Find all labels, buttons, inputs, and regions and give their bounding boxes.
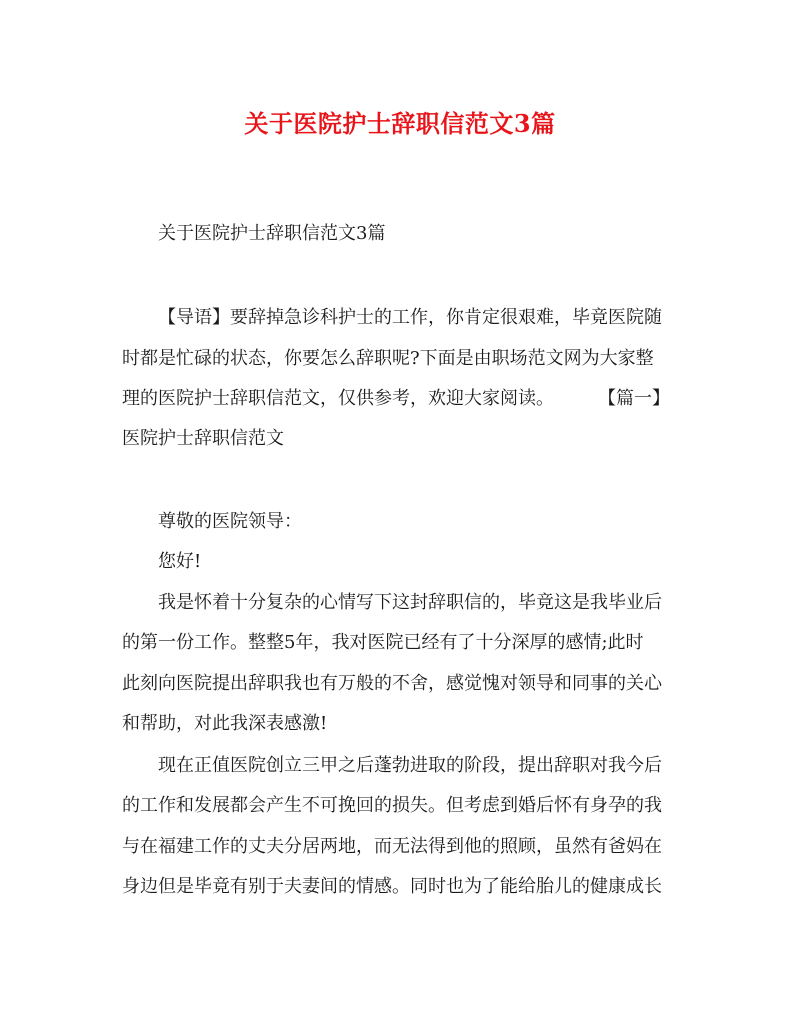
document-title: 关于医院护士辞职信范文3篇 (244, 109, 556, 138)
document-subtitle: 关于医院护士辞职信范文3篇 (158, 223, 386, 244)
intro-line-3 (122, 387, 670, 411)
paragraph-2-line-2: 的工作和发展都会产生不可挽回的损失。但考虑到婚后怀有身孕的我 (122, 795, 662, 816)
letter-salutation: 尊敬的医院领导： (158, 511, 302, 532)
paragraph-2-line-3: 与在福建工作的丈夫分居两地，而无法得到他的照顾，虽然有爸妈在 (122, 836, 662, 857)
paragraph-1-line-4: 和帮助，对此我深表感激! (122, 713, 328, 734)
paragraph-1-line-1: 我是怀着十分复杂的心情写下这封辞职信的，毕竟这是我毕业后 (158, 592, 662, 613)
paragraph-2-line-4: 身边但是毕竟有别于夫妻间的情感。同时也为了能给胎儿的健康成长 (122, 876, 662, 897)
paragraph-1-line-3: 此刻向医院提出辞职我也有万般的不舍，感觉愧对领导和同事的关心 (122, 673, 662, 694)
section-marker-part-one: 【篇一】 (598, 388, 670, 409)
paragraph-1-line-2: 的第一份工作。整整5年，我对医院已经有了十分深厚的感情;此时 (122, 632, 644, 653)
intro-line-2: 时都是忙碌的状态，你要怎么辞职呢?下面是由职场范文网为大家整 (122, 348, 654, 369)
intro-line-4: 医院护士辞职信范文 (122, 428, 284, 449)
intro-line-1: 【导语】要辞掉急诊科护士的工作，你肯定很艰难，毕竟医院随 (158, 307, 662, 328)
letter-greeting: 您好! (158, 551, 202, 572)
intro-line-3-text: 理的医院护士辞职信范文，仅供参考，欢迎大家阅读。 (122, 388, 554, 409)
paragraph-2-line-1: 现在正值医院创立三甲之后蓬勃进取的阶段，提出辞职对我今后 (158, 755, 662, 776)
